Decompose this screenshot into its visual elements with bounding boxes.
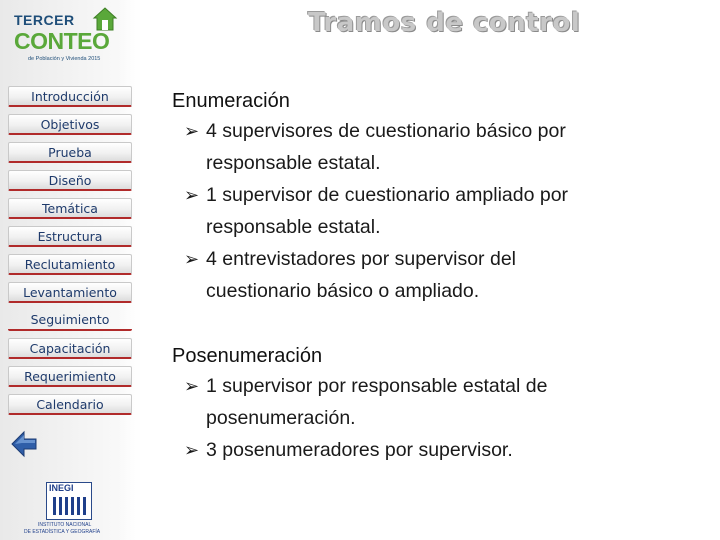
back-arrow-icon[interactable] <box>10 428 38 460</box>
nav-prueba[interactable] <box>8 142 132 163</box>
nav-diseno[interactable] <box>8 170 132 191</box>
bullet-line: 3 posenumeradores por supervisor. <box>206 439 513 461</box>
tercer-conteo-logo <box>10 4 122 70</box>
nav-capacitacion[interactable] <box>8 338 132 359</box>
logo-line1: TERCER <box>14 12 75 28</box>
bullet-line: posenumeración. <box>206 407 356 429</box>
nav-levantamiento[interactable] <box>8 282 132 303</box>
nav-objetivos[interactable] <box>8 114 132 135</box>
nav-label: Capacitación <box>29 340 111 356</box>
list-item <box>172 115 702 179</box>
nav-label: Requerimiento <box>24 368 116 384</box>
nav-label: Estructura <box>37 228 103 244</box>
nav-label: Seguimiento <box>30 312 110 327</box>
list-item <box>172 243 702 307</box>
inegi-mark-icon <box>47 483 91 519</box>
nav-label: Prueba <box>48 144 92 160</box>
arrow-bullet-icon: ➢ <box>184 440 200 460</box>
nav-label: Introducción <box>31 88 109 104</box>
bullet-line: 4 entrevistadores por supervisor del <box>206 248 516 270</box>
nav-label: Temática <box>42 200 98 216</box>
nav-requerimiento[interactable] <box>8 366 132 387</box>
inegi-line2: DE ESTADÍSTICA Y GEOGRAFÍA <box>24 529 101 535</box>
inegi-box <box>46 482 92 520</box>
inegi-acronym: INEGI <box>49 483 74 493</box>
arrow-bullet-icon: ➢ <box>184 121 200 141</box>
nav-label: Reclutamiento <box>24 256 116 272</box>
bullet-line: 4 supervisores de cuestionario básico por <box>206 120 566 142</box>
nav-reclutamiento[interactable] <box>8 254 132 275</box>
nav-tematica[interactable] <box>8 198 132 219</box>
sidebar <box>0 0 140 540</box>
list-item <box>172 434 702 466</box>
logo-line3: de Población y Vivienda 2015 <box>28 56 101 62</box>
bullet-line: 1 supervisor por responsable estatal de <box>206 375 548 397</box>
nav-estructura[interactable] <box>8 226 132 247</box>
nav-label: Calendario <box>36 396 104 412</box>
nav-seguimiento[interactable] <box>8 310 132 331</box>
nav-label: Objetivos <box>40 116 100 132</box>
nav-label: Diseño <box>48 172 92 188</box>
nav-introduccion[interactable] <box>8 86 132 107</box>
bullet-line: 1 supervisor de cuestionario ampliado por <box>206 184 569 206</box>
section-gap <box>172 307 702 345</box>
page-title: Tramos de control <box>308 8 581 38</box>
nav-calendario[interactable] <box>8 394 132 415</box>
bullet-line: responsable estatal. <box>206 152 381 174</box>
section-heading-enumeracion: Enumeración <box>172 90 290 112</box>
main-content <box>172 90 702 466</box>
inegi-line1: INSTITUTO NACIONAL <box>38 522 92 528</box>
list-item <box>172 179 702 243</box>
nav-label: Levantamiento <box>23 284 117 300</box>
arrow-bullet-icon: ➢ <box>184 249 200 269</box>
arrow-bullet-icon: ➢ <box>184 185 200 205</box>
section-heading-posenumeracion: Posenumeración <box>172 345 323 367</box>
arrow-bullet-icon: ➢ <box>184 376 200 396</box>
bullet-line: responsable estatal. <box>206 216 381 238</box>
bullet-line: cuestionario básico o ampliado. <box>206 280 480 302</box>
logo-line2: CONTEO <box>14 28 110 54</box>
list-item <box>172 370 702 434</box>
